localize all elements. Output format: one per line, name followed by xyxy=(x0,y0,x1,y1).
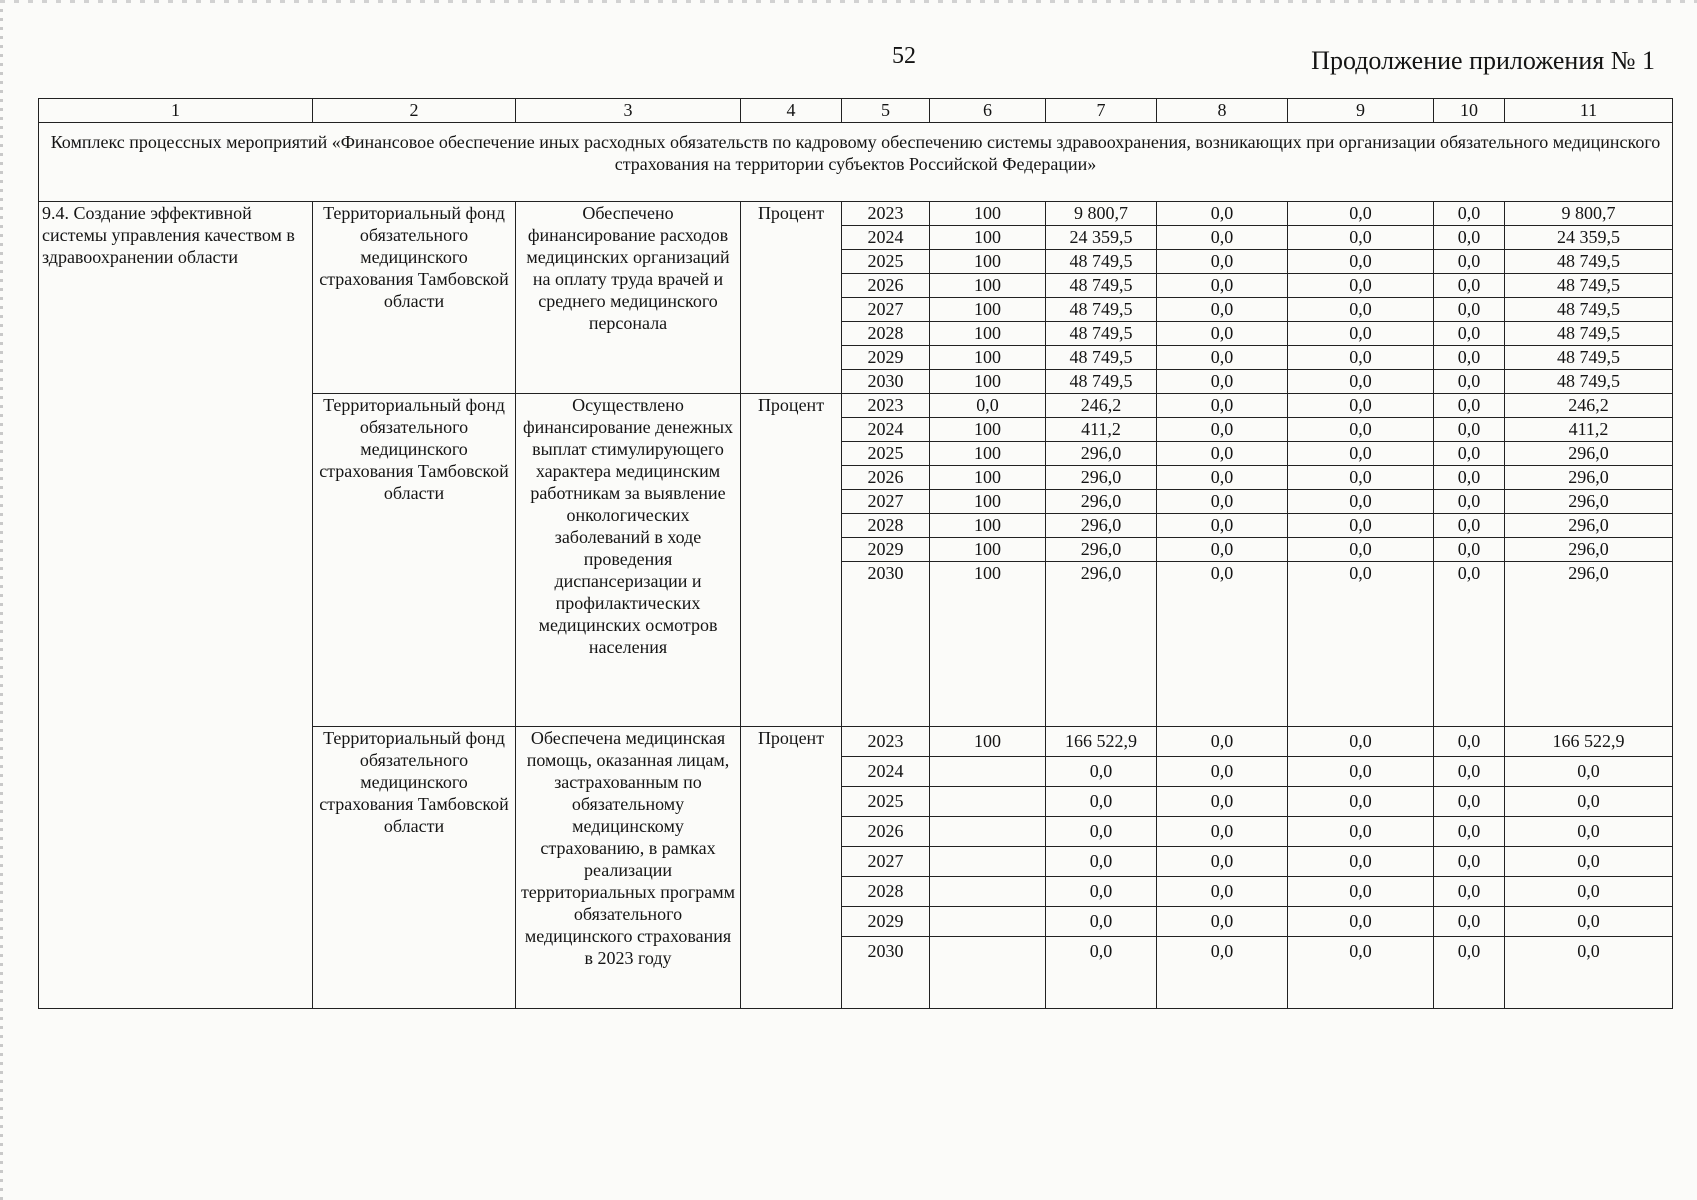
value-cell: 0,0 xyxy=(1288,226,1434,250)
value-cell: 100 xyxy=(930,514,1046,538)
value-cell: 0,0 xyxy=(1434,418,1505,442)
value-cell: 0,0 xyxy=(1157,394,1288,418)
value-cell: 0,0 xyxy=(1288,907,1434,937)
value-cell: 0,0 xyxy=(1288,466,1434,490)
unit-cell: Процент xyxy=(741,394,842,727)
value-cell: 0,0 xyxy=(1046,787,1157,817)
value-cell: 0,0 xyxy=(1157,442,1288,466)
value-cell: 411,2 xyxy=(1505,418,1673,442)
value-cell: 0,0 xyxy=(1434,346,1505,370)
value-cell: 0,0 xyxy=(1434,298,1505,322)
value-cell: 0,0 xyxy=(1288,418,1434,442)
value-cell: 0,0 xyxy=(1434,202,1505,226)
result-cell: Обеспечено финансирование расходов медицинских организаций на оплату труда врачей и среднего медицинского персонала xyxy=(516,202,741,394)
year-cell: 2028 xyxy=(842,514,930,538)
value-cell: 296,0 xyxy=(1505,538,1673,562)
value-cell: 0,0 xyxy=(1288,490,1434,514)
unit-cell: Процент xyxy=(741,202,842,394)
year-cell: 2028 xyxy=(842,877,930,907)
value-cell: 0,0 xyxy=(1434,817,1505,847)
value-cell: 100 xyxy=(930,370,1046,394)
value-cell: 0,0 xyxy=(1157,757,1288,787)
value-cell: 0,0 xyxy=(1505,847,1673,877)
value-cell: 0,0 xyxy=(1157,418,1288,442)
value-cell: 100 xyxy=(930,490,1046,514)
value-cell: 246,2 xyxy=(1046,394,1157,418)
value-cell: 0,0 xyxy=(1434,847,1505,877)
value-cell: 0,0 xyxy=(1434,877,1505,907)
value-cell: 100 xyxy=(930,466,1046,490)
value-cell: 0,0 xyxy=(1434,442,1505,466)
year-cell: 2027 xyxy=(842,847,930,877)
value-cell: 48 749,5 xyxy=(1505,250,1673,274)
value-cell: 0,0 xyxy=(1288,787,1434,817)
value-cell: 100 xyxy=(930,226,1046,250)
value-cell: 0,0 xyxy=(1157,250,1288,274)
value-cell: 0,0 xyxy=(1288,250,1434,274)
value-cell: 296,0 xyxy=(1046,562,1157,727)
value-cell xyxy=(930,937,1046,1009)
value-cell: 0,0 xyxy=(1434,757,1505,787)
value-cell: 296,0 xyxy=(1046,466,1157,490)
value-cell: 0,0 xyxy=(1434,226,1505,250)
year-cell: 2030 xyxy=(842,562,930,727)
value-cell: 0,0 xyxy=(1434,466,1505,490)
column-number: 7 xyxy=(1046,99,1157,123)
value-cell xyxy=(930,847,1046,877)
value-cell: 0,0 xyxy=(1505,817,1673,847)
value-cell: 48 749,5 xyxy=(1046,370,1157,394)
value-cell: 100 xyxy=(930,322,1046,346)
year-cell: 2030 xyxy=(842,370,930,394)
value-cell: 48 749,5 xyxy=(1046,322,1157,346)
year-cell: 2024 xyxy=(842,226,930,250)
value-cell: 0,0 xyxy=(1157,466,1288,490)
value-cell: 0,0 xyxy=(1157,202,1288,226)
value-cell: 0,0 xyxy=(1157,562,1288,727)
column-number-row xyxy=(39,99,1673,123)
value-cell: 100 xyxy=(930,274,1046,298)
value-cell: 296,0 xyxy=(1505,490,1673,514)
value-cell: 296,0 xyxy=(1505,442,1673,466)
value-cell: 296,0 xyxy=(1505,514,1673,538)
value-cell: 48 749,5 xyxy=(1046,298,1157,322)
value-cell: 48 749,5 xyxy=(1046,346,1157,370)
value-cell: 100 xyxy=(930,202,1046,226)
value-cell: 48 749,5 xyxy=(1046,274,1157,298)
value-cell: 0,0 xyxy=(1288,847,1434,877)
value-cell: 0,0 xyxy=(1157,538,1288,562)
year-cell: 2029 xyxy=(842,346,930,370)
goal-cell: 9.4. Создание эффективной системы управления качеством в здравоохранении области xyxy=(39,202,313,1009)
value-cell: 0,0 xyxy=(1157,514,1288,538)
value-cell: 24 359,5 xyxy=(1505,226,1673,250)
column-number: 11 xyxy=(1505,99,1673,123)
value-cell: 0,0 xyxy=(1288,877,1434,907)
value-cell: 0,0 xyxy=(1157,490,1288,514)
value-cell: 100 xyxy=(930,538,1046,562)
scan-edge-left xyxy=(0,0,3,1200)
result-cell: Обеспечена медицинская помощь, оказанная лицам, застрахованным по обязательному медицинскому страхованию, в рамках реализации территориальных программ обязательного медицинского страхования в 2023 году xyxy=(516,727,741,1009)
value-cell: 0,0 xyxy=(1434,787,1505,817)
value-cell: 0,0 xyxy=(1157,847,1288,877)
value-cell: 0,0 xyxy=(1288,817,1434,847)
year-cell: 2027 xyxy=(842,490,930,514)
column-number: 5 xyxy=(842,99,930,123)
value-cell: 0,0 xyxy=(1046,757,1157,787)
value-cell: 296,0 xyxy=(1046,442,1157,466)
value-cell: 0,0 xyxy=(1434,490,1505,514)
value-cell: 9 800,7 xyxy=(1505,202,1673,226)
value-cell: 0,0 xyxy=(1157,817,1288,847)
value-cell: 100 xyxy=(930,250,1046,274)
value-cell: 100 xyxy=(930,562,1046,727)
column-number: 6 xyxy=(930,99,1046,123)
year-cell: 2025 xyxy=(842,250,930,274)
value-cell: 0,0 xyxy=(1505,877,1673,907)
value-cell: 0,0 xyxy=(1288,727,1434,757)
value-cell: 0,0 xyxy=(1288,937,1434,1009)
value-cell: 0,0 xyxy=(1288,757,1434,787)
value-cell: 24 359,5 xyxy=(1046,226,1157,250)
value-cell: 0,0 xyxy=(1288,322,1434,346)
value-cell: 0,0 xyxy=(930,394,1046,418)
organization-cell: Территориальный фонд обязательного медицинского страхования Тамбовской области xyxy=(313,394,516,727)
year-cell: 2026 xyxy=(842,817,930,847)
column-number: 9 xyxy=(1288,99,1434,123)
value-cell: 0,0 xyxy=(1505,787,1673,817)
page-number: 52 xyxy=(892,43,916,69)
scan-edge-top xyxy=(0,0,1697,3)
value-cell: 0,0 xyxy=(1434,250,1505,274)
value-cell: 0,0 xyxy=(1288,394,1434,418)
value-cell: 0,0 xyxy=(1288,562,1434,727)
column-number: 1 xyxy=(39,99,313,123)
organization-cell: Территориальный фонд обязательного медицинского страхования Тамбовской области xyxy=(313,202,516,394)
value-cell: 296,0 xyxy=(1046,538,1157,562)
value-cell xyxy=(930,907,1046,937)
value-cell: 166 522,9 xyxy=(1046,727,1157,757)
column-number: 4 xyxy=(741,99,842,123)
value-cell xyxy=(930,877,1046,907)
value-cell: 0,0 xyxy=(1157,907,1288,937)
year-cell: 2026 xyxy=(842,274,930,298)
result-cell: Осуществлено финансирование денежных выплат стимулирующего характера медицинским работникам за выявление онкологических заболеваний в ходе проведения диспансеризации и профилактических медицинских осмотров населения xyxy=(516,394,741,727)
program-table xyxy=(38,98,1673,1009)
value-cell: 0,0 xyxy=(1288,370,1434,394)
value-cell: 0,0 xyxy=(1434,274,1505,298)
year-cell: 2028 xyxy=(842,322,930,346)
value-cell: 0,0 xyxy=(1157,226,1288,250)
value-cell: 411,2 xyxy=(1046,418,1157,442)
year-cell: 2023 xyxy=(842,202,930,226)
value-cell: 0,0 xyxy=(1505,937,1673,1009)
year-cell: 2026 xyxy=(842,466,930,490)
section-title: Комплекс процессных мероприятий «Финансовое обеспечение иных расходных обязательств по кадровому обеспечению системы здравоохранения, возникающих при организации обязательного медицинского страхования на территории субъектов Российской Федерации» xyxy=(39,123,1673,202)
value-cell: 100 xyxy=(930,418,1046,442)
value-cell: 0,0 xyxy=(1434,907,1505,937)
value-cell: 0,0 xyxy=(1157,727,1288,757)
value-cell: 48 749,5 xyxy=(1505,346,1673,370)
value-cell: 0,0 xyxy=(1157,298,1288,322)
value-cell: 9 800,7 xyxy=(1046,202,1157,226)
value-cell: 246,2 xyxy=(1505,394,1673,418)
year-cell: 2024 xyxy=(842,418,930,442)
year-cell: 2023 xyxy=(842,394,930,418)
table-row xyxy=(39,202,1673,226)
value-cell: 0,0 xyxy=(1046,937,1157,1009)
value-cell: 48 749,5 xyxy=(1046,250,1157,274)
value-cell: 0,0 xyxy=(1288,202,1434,226)
value-cell: 0,0 xyxy=(1434,514,1505,538)
value-cell: 0,0 xyxy=(1434,937,1505,1009)
value-cell: 0,0 xyxy=(1288,346,1434,370)
value-cell: 0,0 xyxy=(1157,787,1288,817)
value-cell: 100 xyxy=(930,346,1046,370)
value-cell: 0,0 xyxy=(1434,394,1505,418)
column-number: 3 xyxy=(516,99,741,123)
value-cell: 0,0 xyxy=(1434,538,1505,562)
year-cell: 2029 xyxy=(842,538,930,562)
organization-cell: Территориальный фонд обязательного медицинского страхования Тамбовской области xyxy=(313,727,516,1009)
year-cell: 2025 xyxy=(842,787,930,817)
value-cell: 48 749,5 xyxy=(1505,298,1673,322)
value-cell xyxy=(930,757,1046,787)
appendix-continuation-title: Продолжение приложения № 1 xyxy=(1311,46,1655,75)
value-cell: 296,0 xyxy=(1046,490,1157,514)
value-cell: 0,0 xyxy=(1157,370,1288,394)
value-cell: 296,0 xyxy=(1046,514,1157,538)
column-number: 2 xyxy=(313,99,516,123)
value-cell xyxy=(930,787,1046,817)
value-cell: 0,0 xyxy=(1046,847,1157,877)
value-cell: 0,0 xyxy=(1288,274,1434,298)
value-cell: 0,0 xyxy=(1046,817,1157,847)
value-cell: 0,0 xyxy=(1157,877,1288,907)
value-cell: 0,0 xyxy=(1434,322,1505,346)
value-cell: 296,0 xyxy=(1505,562,1673,727)
year-cell: 2029 xyxy=(842,907,930,937)
value-cell: 0,0 xyxy=(1288,442,1434,466)
value-cell: 0,0 xyxy=(1288,538,1434,562)
year-cell: 2030 xyxy=(842,937,930,1009)
value-cell: 0,0 xyxy=(1157,937,1288,1009)
value-cell: 0,0 xyxy=(1157,346,1288,370)
value-cell: 100 xyxy=(930,298,1046,322)
value-cell: 100 xyxy=(930,442,1046,466)
column-number: 8 xyxy=(1157,99,1288,123)
value-cell: 0,0 xyxy=(1288,514,1434,538)
value-cell: 0,0 xyxy=(1434,727,1505,757)
year-cell: 2025 xyxy=(842,442,930,466)
year-cell: 2027 xyxy=(842,298,930,322)
section-title-row xyxy=(39,123,1673,202)
value-cell xyxy=(930,817,1046,847)
value-cell: 0,0 xyxy=(1434,370,1505,394)
unit-cell: Процент xyxy=(741,727,842,1009)
value-cell: 0,0 xyxy=(1157,322,1288,346)
value-cell: 0,0 xyxy=(1046,877,1157,907)
value-cell: 0,0 xyxy=(1434,562,1505,727)
year-cell: 2023 xyxy=(842,727,930,757)
value-cell: 0,0 xyxy=(1046,907,1157,937)
value-cell: 0,0 xyxy=(1288,298,1434,322)
value-cell: 0,0 xyxy=(1505,757,1673,787)
value-cell: 0,0 xyxy=(1505,907,1673,937)
value-cell: 166 522,9 xyxy=(1505,727,1673,757)
value-cell: 296,0 xyxy=(1505,466,1673,490)
value-cell: 48 749,5 xyxy=(1505,274,1673,298)
column-number: 10 xyxy=(1434,99,1505,123)
value-cell: 100 xyxy=(930,727,1046,757)
value-cell: 0,0 xyxy=(1157,274,1288,298)
year-cell: 2024 xyxy=(842,757,930,787)
value-cell: 48 749,5 xyxy=(1505,370,1673,394)
value-cell: 48 749,5 xyxy=(1505,322,1673,346)
